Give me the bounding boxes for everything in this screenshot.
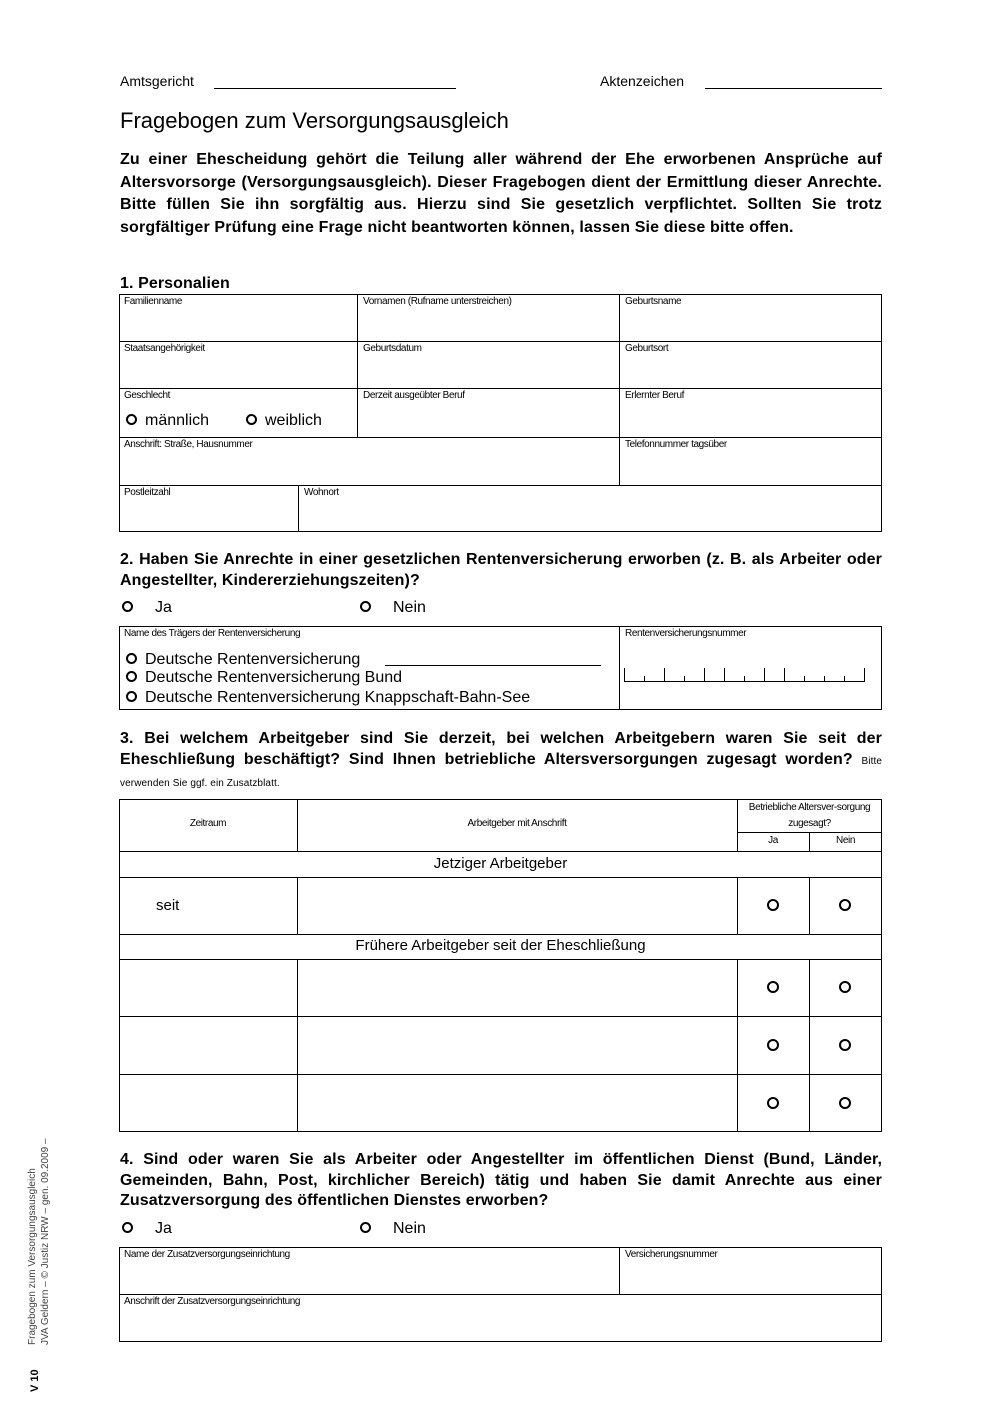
drv-regional-field[interactable] xyxy=(385,665,601,666)
anschrift-label: Anschrift: Straße, Hausnummer xyxy=(124,439,253,450)
familienname-label: Familienname xyxy=(124,296,183,307)
section4-question: 4. Sind oder waren Sie als Arbeiter oder Angestellter im öffentlichen Dienst (Bund, Länder, Gemeinden, Bahn, Post, kirchlicher Bereich) tätig und haben Sie damit Anrechte aus einer Zusatzversorgung des öffentlichen Dienstes erworben? xyxy=(120,1151,882,1209)
jetziger-arbeitgeber-row: Jetziger Arbeitgeber xyxy=(433,855,568,872)
radio-circle-icon xyxy=(126,671,137,682)
zv-versicherungsnummer-label: Versicherungsnummer xyxy=(625,1249,718,1260)
radio-circle-icon xyxy=(246,414,257,425)
jetzt-ja-radio[interactable] xyxy=(767,899,779,911)
radio-circle-icon xyxy=(126,691,137,702)
geschlecht-label: Geschlecht xyxy=(124,390,171,401)
drv-bund-option[interactable]: Deutsche Rentenversicherung Bund xyxy=(126,669,402,687)
maennlich-option[interactable]: männlich xyxy=(126,412,209,430)
section3-note: Bitte verwenden Sie ggf. ein Zusatzblatt. xyxy=(120,755,883,789)
version-label: V 10 xyxy=(29,1369,41,1392)
radio-circle-icon xyxy=(126,414,137,425)
seit-label: seit xyxy=(156,897,180,914)
beruf-derzeit-label: Derzeit ausgeübter Beruf xyxy=(363,390,465,401)
arbeitgeber-table xyxy=(119,799,882,1132)
frueher1-ja-radio[interactable] xyxy=(767,981,779,993)
aktenzeichen-label: Aktenzeichen xyxy=(600,73,685,89)
zv-anschrift-label: Anschrift der Zusatzversorgungseinrichtung xyxy=(124,1296,301,1307)
drv-option[interactable]: Deutsche Rentenversicherung xyxy=(126,651,360,669)
section3-question: 3. Bei welchem Arbeitgeber sind Sie derzeit, bei welchen Arbeitgebern waren Sie seit der Eheschließung beschäftigt? Sind Ihnen betriebliche Altersversorgungen zugesagt worden? Bitte verwenden Sie ggf. ein Zusatzblatt. xyxy=(120,730,883,789)
page-title: Fragebogen zum Versorgungsausgleich xyxy=(120,108,509,133)
section2-question: 2. Haben Sie Anrechte in einer gesetzlichen Rentenversicherung erworben (z. B. als Arbeiter oder Angestellter, Kindererziehungszeiten)? xyxy=(120,551,882,589)
amtsgericht-field[interactable] xyxy=(214,88,456,89)
zv-einrichtung-label: Name der Zusatzversorgungseinrichtung xyxy=(124,1249,290,1260)
beruf-erlernt-label: Erlernter Beruf xyxy=(625,390,685,401)
intro-text: Zu einer Ehescheidung gehört die Teilung aller während der Ehe erworbenen Ansprüche auf Altersvorsorge (Versorgungsausgleich). Dieser Fragebogen dient der Ermittlung dieser Anrechte. Bitte füllen Sie ihn sorgfältig aus. Hierzu sind Sie gesetzlich verpflichtet. Sollten Sie trotz sorgfältiger Prüfung eine Frage nicht beantworten können, lassen Sie diese bitte offen. xyxy=(120,151,882,236)
geburtsdatum-label: Geburtsdatum xyxy=(363,343,422,354)
telefon-label: Telefonnummer tagsüber xyxy=(625,439,727,450)
radio-circle-icon xyxy=(360,1222,371,1233)
fruehere-arbeitgeber-row: Frühere Arbeitgeber seit der Eheschließung xyxy=(355,937,646,954)
rv-nummer-label: Rentenversicherungsnummer xyxy=(625,628,747,639)
side-form-title: Fragebogen zum Versorgungsausgleich xyxy=(27,1168,38,1345)
frueher3-nein-radio[interactable] xyxy=(839,1097,851,1109)
amtsgericht-label: Amtsgericht xyxy=(120,73,194,89)
weiblich-option[interactable]: weiblich xyxy=(246,412,322,430)
jetzt-nein-radio[interactable] xyxy=(839,899,851,911)
wohnort-label: Wohnort xyxy=(304,487,339,498)
vornamen-label: Vornamen (Rufname unterstreichen) xyxy=(363,296,512,307)
bav-header: Betriebliche Altersver-sorgung zugesagt? xyxy=(748,802,871,829)
rv-nummer-boxes[interactable] xyxy=(624,664,868,684)
drv-knappschaft-option[interactable]: Deutsche Rentenversicherung Knappschaft-Bahn-See xyxy=(126,689,530,707)
section2-nein-option[interactable]: Nein xyxy=(360,599,426,617)
personalien-table xyxy=(119,294,882,532)
frueher2-nein-radio[interactable] xyxy=(839,1039,851,1051)
section4-nein-option[interactable]: Nein xyxy=(360,1220,426,1238)
side-copyright: JVA Geldern – © Justiz NRW – gen. 09.2009 – xyxy=(40,1138,51,1345)
section4-ja-option[interactable]: Ja xyxy=(122,1220,172,1238)
section2-ja-option[interactable]: Ja xyxy=(122,599,172,617)
radio-circle-icon xyxy=(126,653,137,664)
aktenzeichen-field[interactable] xyxy=(705,88,882,89)
frueher2-ja-radio[interactable] xyxy=(767,1039,779,1051)
ja-header: Ja xyxy=(768,835,778,846)
frueher1-nein-radio[interactable] xyxy=(839,981,851,993)
arbeitgeber-header: Arbeitgeber mit Anschrift xyxy=(467,818,567,829)
postleitzahl-label: Postleitzahl xyxy=(124,487,171,498)
staatsangehoerigkeit-label: Staatsangehörigkeit xyxy=(124,343,205,354)
geburtsort-label: Geburtsort xyxy=(625,343,669,354)
radio-circle-icon xyxy=(360,601,371,612)
zeitraum-header: Zeitraum xyxy=(189,818,227,829)
nein-header: Nein xyxy=(836,835,855,846)
traeger-label: Name des Trägers der Rentenversicherung xyxy=(124,628,301,639)
radio-circle-icon xyxy=(122,1222,133,1233)
section1-heading: 1. Personalien xyxy=(120,275,230,292)
radio-circle-icon xyxy=(122,601,133,612)
geburtsname-label: Geburtsname xyxy=(625,296,682,307)
frueher3-ja-radio[interactable] xyxy=(767,1097,779,1109)
